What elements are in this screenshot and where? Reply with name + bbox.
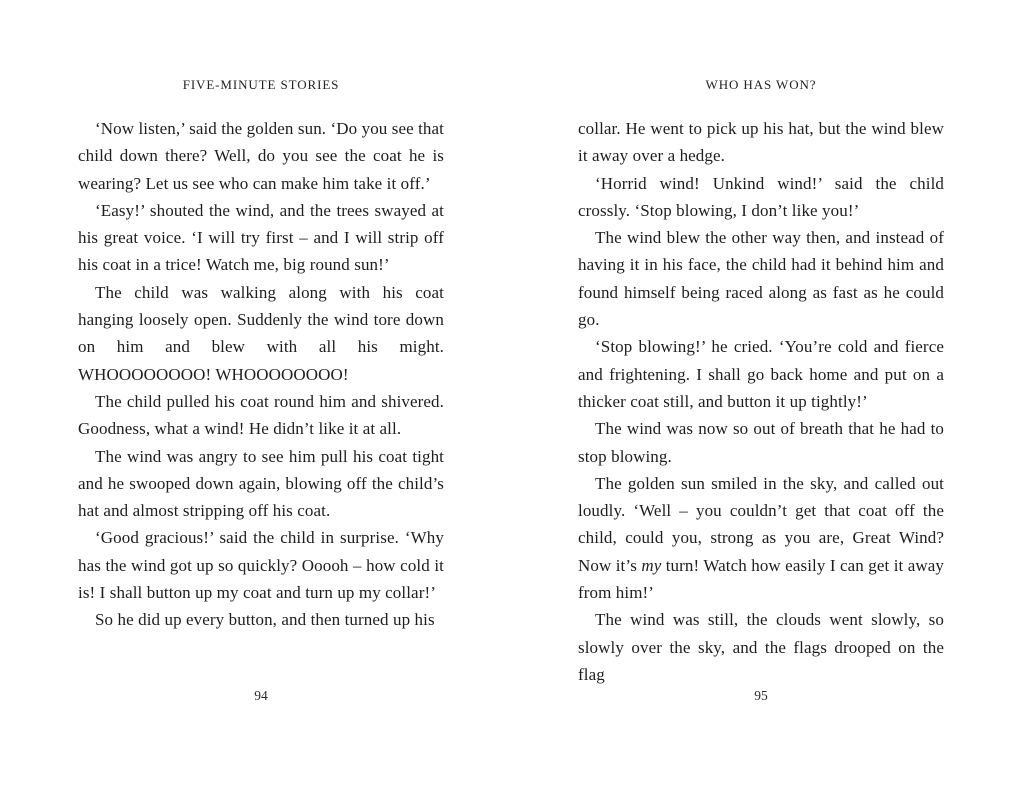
paragraph-text: turn! Watch how easily I can get it away from him!’ xyxy=(578,555,944,603)
left-page xyxy=(78,0,444,788)
running-head-right: WHO HAS WON? xyxy=(705,77,817,92)
left-page-body xyxy=(78,115,444,634)
paragraph: The wind was now so out of breath that he had to stop blowing. xyxy=(578,419,944,466)
paragraph-continuation: collar. He went to pick up his hat, but the wind blew it away over a hedge. xyxy=(578,119,944,166)
right-page xyxy=(578,0,944,788)
paragraph: The child was walking along with his coat hanging loosely open. Suddenly the wind tore down on him and blew with all his might. WHOOOOOOOO! WHOOOOOOOO! xyxy=(78,282,444,384)
paragraph: ‘Horrid wind! Unkind wind!’ said the child crossly. ‘Stop blowing, I don’t like you!’ xyxy=(578,173,944,220)
paragraph: ‘Good gracious!’ said the child in surprise. ‘Why has the wind got up so quickly? Ooooh – how cold it is! I shall button up my coat and turn up my collar!’ xyxy=(78,528,444,603)
paragraph: The child pulled his coat round him and shivered. Goodness, what a wind! He didn’t like it at all. xyxy=(78,391,444,439)
page-number-right: 95 xyxy=(754,688,768,703)
paragraph: So he did up every button, and then turned up his xyxy=(95,610,435,630)
running-head-left: FIVE-MINUTE STORIES xyxy=(182,77,340,92)
paragraph: The wind was still, the clouds went slowly, so slowly over the sky, and the flags drooped on the flag xyxy=(578,610,944,684)
paragraph: ‘Easy!’ shouted the wind, and the trees swayed at his great voice. ‘I will try first – and I will strip off his coat in a trice! Watch me, big round sun!’ xyxy=(78,200,444,275)
right-page-body xyxy=(578,115,944,688)
emphasized-word: my xyxy=(641,555,662,575)
paragraph: The wind was angry to see him pull his coat tight and he swooped down again, blowing off the child’s hat and almost stripping off his coat. xyxy=(78,446,444,521)
paragraph-with-emphasis xyxy=(578,470,944,606)
paragraph: ‘Now listen,’ said the golden sun. ‘Do you see that child down there? Well, do you see the coat he is wearing? Let us see who can make him take it off.’ xyxy=(78,119,444,193)
paragraph: ‘Stop blowing!’ he cried. ‘You’re cold and fierce and frightening. I shall go back home and put on a thicker coat still, and button it up tightly!’ xyxy=(578,337,944,411)
paragraph-text: The golden sun smiled in the sky, and called out loudly. ‘Well – you couldn’t get that coat off the child, could you, strong as you are, Great Wind? Now it’s xyxy=(578,473,944,575)
page-number-left: 94 xyxy=(254,688,268,703)
paragraph: The wind blew the other way then, and instead of having it in his face, the child had it behind him and found himself being raced along as fast as he could go. xyxy=(578,228,944,330)
